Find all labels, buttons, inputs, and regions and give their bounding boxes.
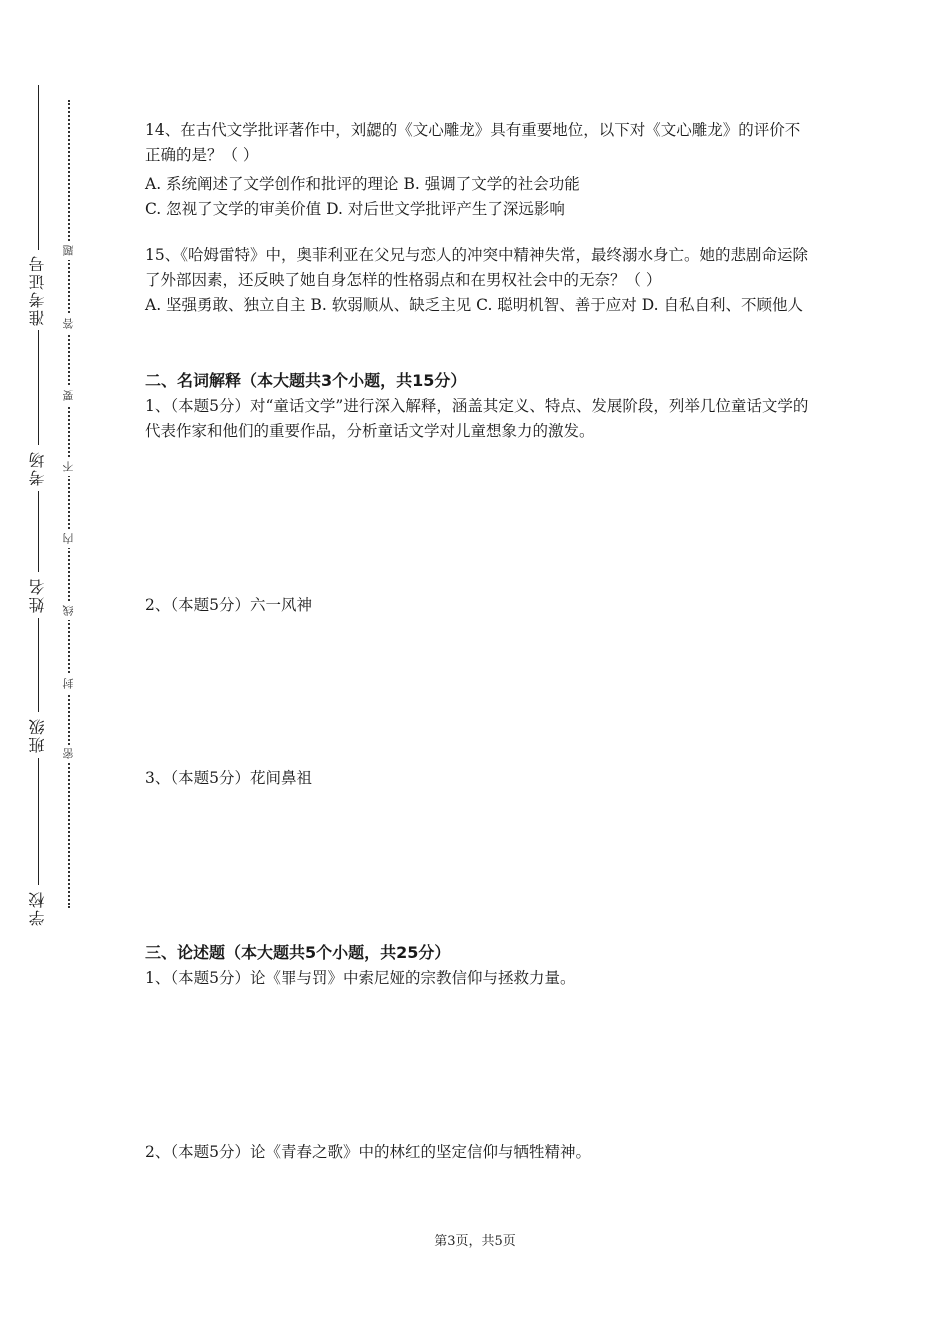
school-label: 学校	[24, 885, 52, 931]
seal-notice-char: 题	[61, 242, 77, 260]
section-2-item-1: 1、（本题5分）对“童话文学”进行深入解释，涵盖其定义、特点、发展阶段，列举几位童话文学的代表作家和他们的重要作品，分析童话文学对儿童想象力的激发。	[145, 397, 809, 440]
seal-notice-char: 线	[61, 602, 77, 620]
question-15-text: 15、《哈姆雷特》中，奥菲利亚在父兄与恋人的冲突中精神失常，最终溺水身亡。她的悲剧命运除了外部因素，还反映了她自身怎样的性格弱点和在男权社会中的无奈？（ ）	[145, 246, 808, 289]
seal-notice-char: 不	[61, 458, 77, 476]
exam-id-label: 准考证号	[24, 250, 52, 330]
seal-notice-char: 答	[61, 315, 77, 333]
question-15	[145, 243, 815, 318]
binding-solid-line	[38, 85, 39, 917]
question-14	[145, 118, 815, 222]
exam-room-label: 考场	[24, 445, 52, 491]
seal-notice-char: 内	[61, 530, 77, 548]
binding-margin	[0, 0, 110, 1344]
section-2	[145, 368, 815, 444]
page-number: 第3页，共5页	[434, 1234, 516, 1249]
question-15-options: A. 坚强勇敢、独立自主 B. 软弱顺从、缺乏主见 C. 聪明机智、善于应对 D. 自私自利、不顾他人	[145, 296, 803, 314]
seal-notice-char: 要	[61, 387, 77, 405]
question-14-text: 14、在古代文学批评著作中，刘勰的《文心雕龙》具有重要地位，以下对《文心雕龙》的评价不正确的是？（ ）	[145, 121, 801, 164]
seal-notice-char: 密	[61, 745, 77, 763]
question-14-options-cd: C. 忽视了文学的审美价值 D. 对后世文学批评产生了深远影响	[145, 200, 565, 218]
seal-notice-char: 封	[61, 675, 77, 693]
section-3-heading: 三、论述题（本大题共5个小题，共25分）	[145, 943, 451, 962]
section-2-item-2: 2、（本题5分）六一风神	[145, 596, 312, 614]
name-label: 姓名	[24, 572, 52, 618]
seal-dotted-line	[68, 100, 70, 908]
section-3	[145, 940, 815, 991]
question-14-options-ab: A. 系统阐述了文学创作和批评的理论 B. 强调了文学的社会功能	[145, 175, 580, 193]
section-3-item-2: 2、（本题5分）论《青春之歌》中的林红的坚定信仰与牺牲精神。	[145, 1143, 591, 1161]
section-2-item-3: 3、（本题5分）花间鼻祖	[145, 769, 312, 787]
section-3-item-1: 1、（本题5分）论《罪与罚》中索尼娅的宗教信仰与拯救力量。	[145, 969, 576, 987]
section-2-heading: 二、名词解释（本大题共3个小题，共15分）	[145, 371, 467, 390]
class-label: 班级	[24, 712, 52, 758]
